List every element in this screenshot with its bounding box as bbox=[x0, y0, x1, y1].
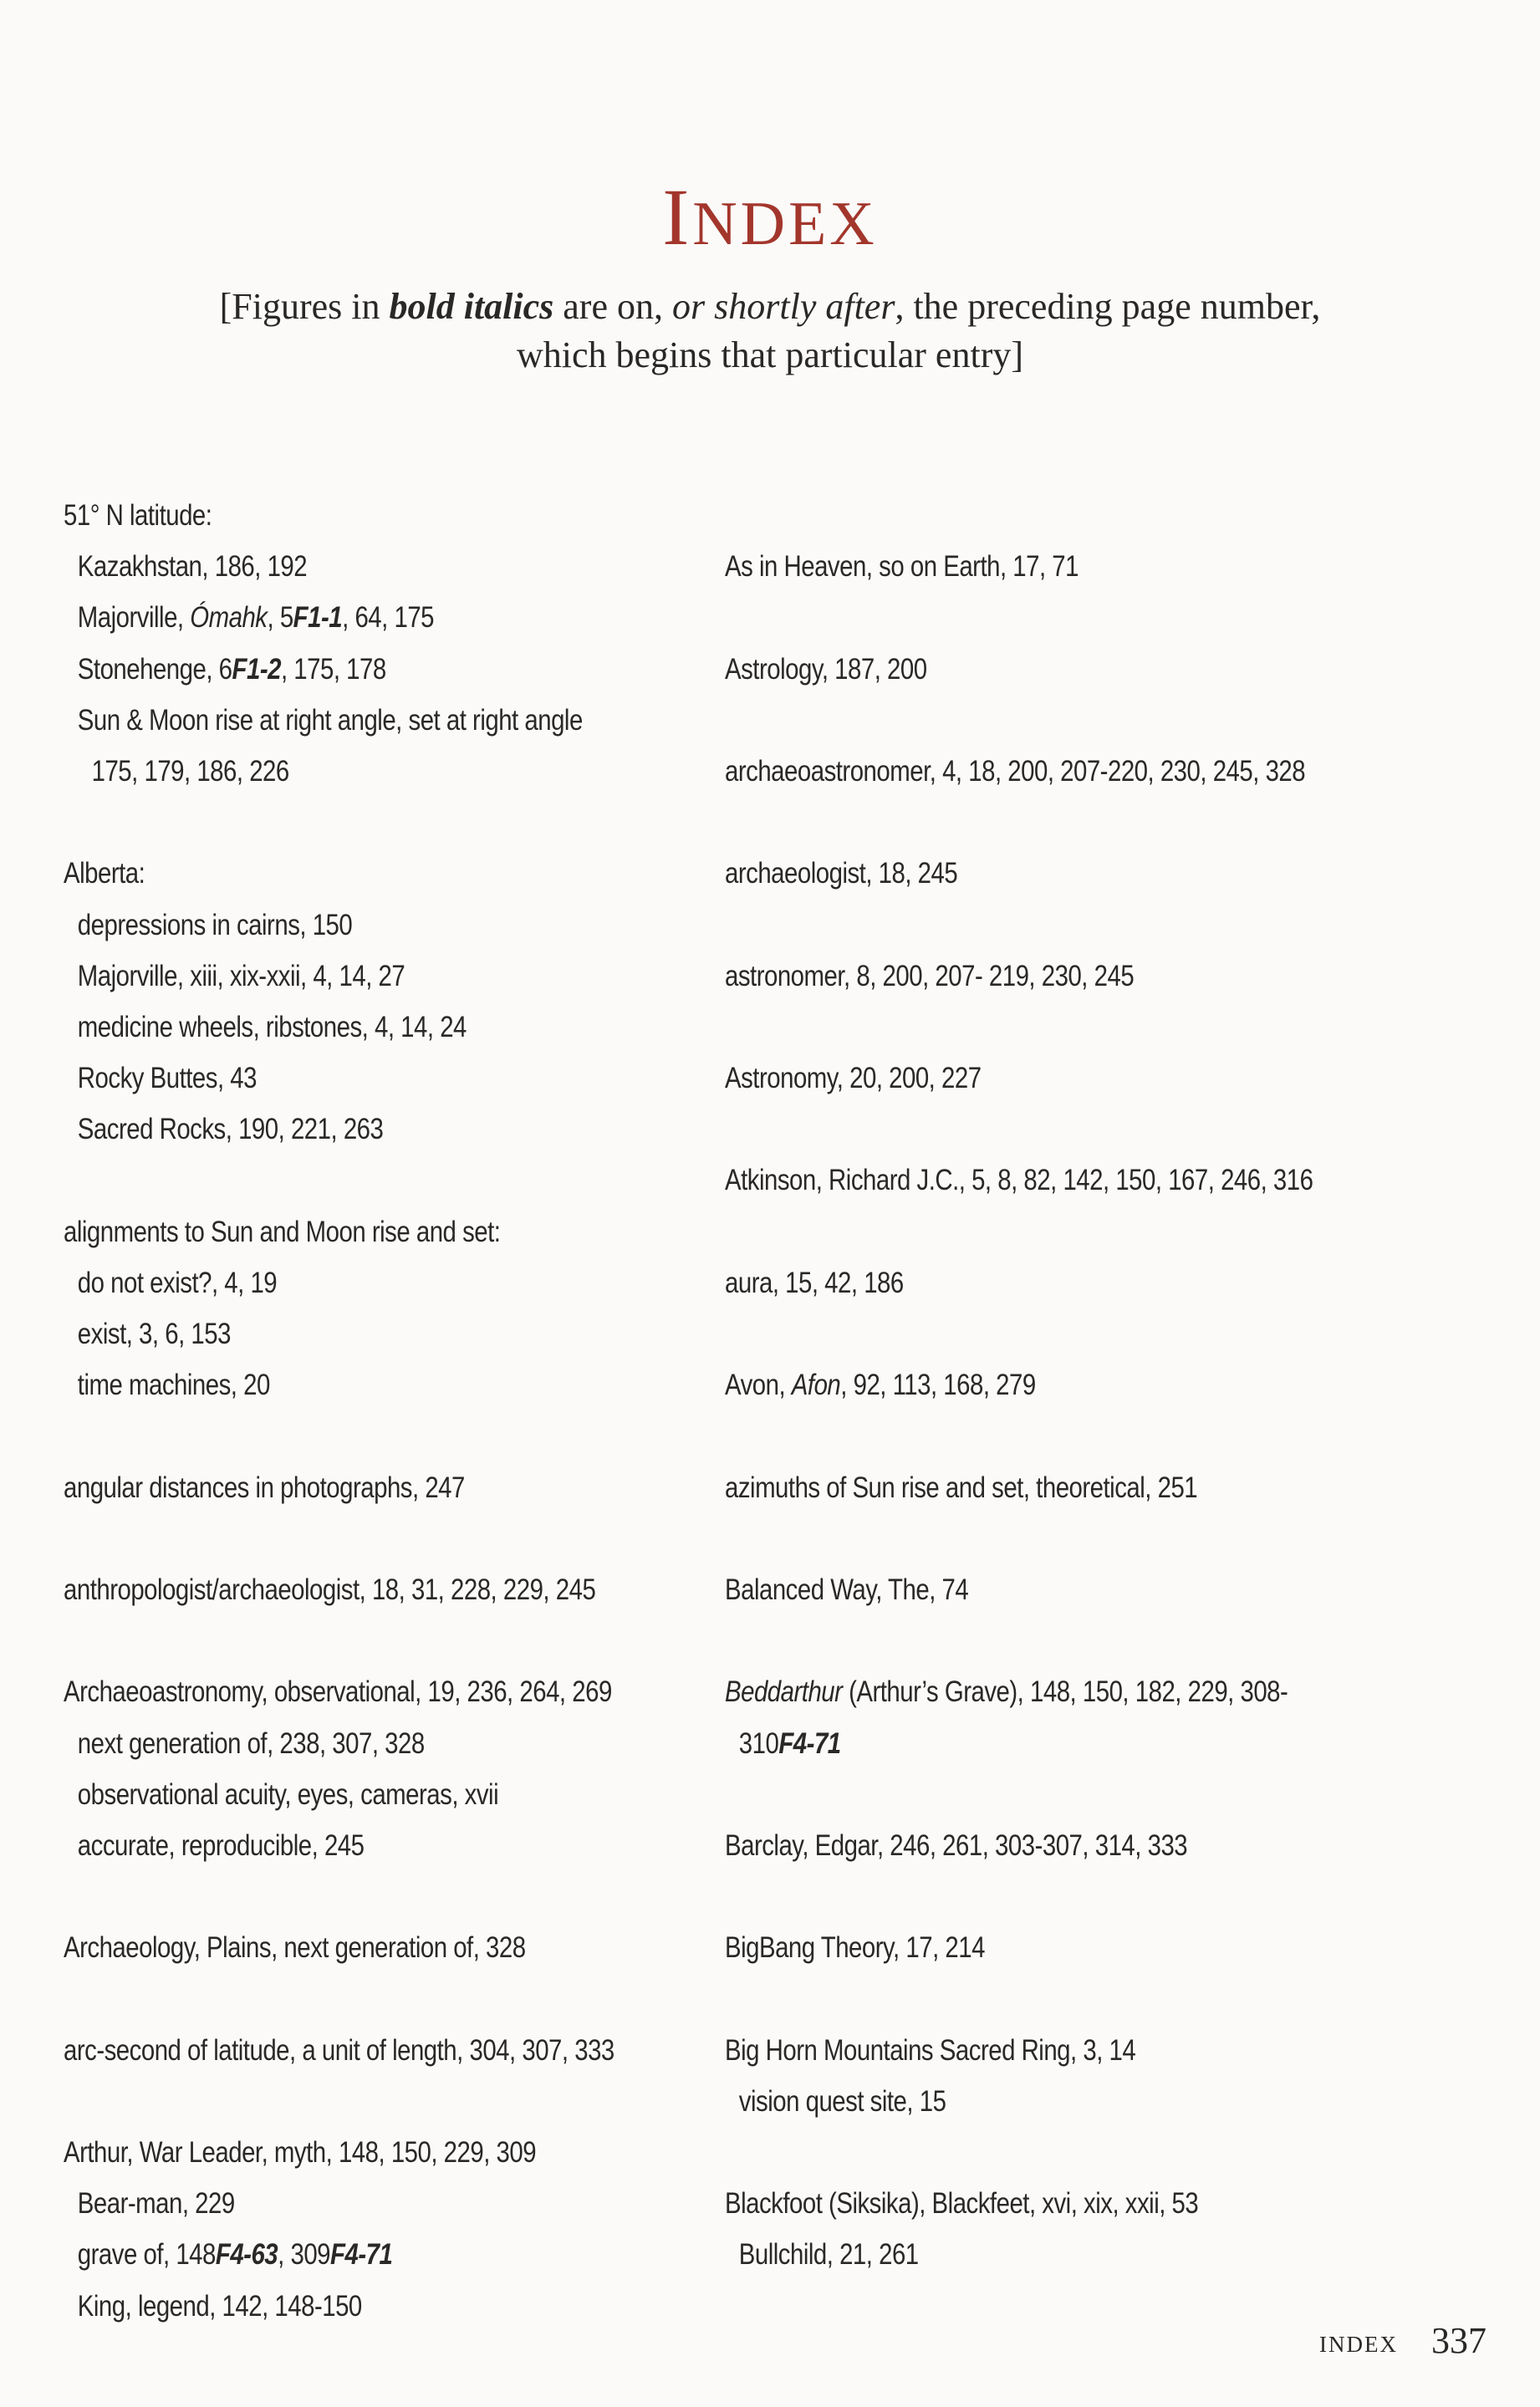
entry-text: , 175, 178 bbox=[280, 652, 386, 686]
index-subentry: time machines, 20 bbox=[77, 1369, 270, 1402]
note-line-2: which begins that particular entry] bbox=[516, 334, 1023, 375]
index-entry: astronomer, 8, 200, 207- 219, 230, 245 bbox=[725, 959, 1135, 992]
page-number: 337 bbox=[1431, 2320, 1486, 2361]
entry-text: grave of, 148 bbox=[77, 2238, 216, 2272]
page-title bbox=[0, 172, 1540, 262]
entry-text: Majorville, bbox=[77, 601, 191, 635]
index-subentry bbox=[64, 2229, 625, 2280]
spacer bbox=[725, 1002, 1287, 1053]
index-subentry: next generation of, 238, 307, 328 bbox=[77, 1726, 425, 1760]
index-subentry: do not exist?, 4, 19 bbox=[77, 1266, 278, 1299]
index-subentry: vision quest site, 15 bbox=[738, 2084, 946, 2118]
spacer bbox=[64, 1155, 625, 1206]
entry-text: Avon, bbox=[725, 1369, 792, 1402]
index-subentry: Majorville, xiii, xix-xxii, 4, 14, 27 bbox=[77, 959, 405, 992]
index-entry: Blackfoot (Siksika), Blackfeet, xvi, xix, xxii, 53 bbox=[725, 2187, 1199, 2221]
entry-text: 310 bbox=[738, 1726, 779, 1760]
index-subentry: King, legend, 142, 148-150 bbox=[77, 2289, 362, 2323]
spacer bbox=[725, 1871, 1287, 1922]
index-entry: As in Heaven, so on Earth, 17, 71 bbox=[725, 550, 1079, 584]
index-subentry: medicine wheels, ribstones, 4, 14, 24 bbox=[77, 1010, 467, 1043]
spacer bbox=[725, 1410, 1287, 1461]
spacer bbox=[725, 1206, 1287, 1257]
spacer bbox=[725, 2127, 1287, 2178]
index-entry: archaeoastronomer, 4, 18, 200, 207-220, 230, 245, 328 bbox=[725, 754, 1306, 788]
index-subentry: Rocky Buttes, 43 bbox=[77, 1062, 257, 1095]
index-entry: Alberta: bbox=[64, 857, 145, 890]
running-footer: INDEX bbox=[1319, 2332, 1398, 2357]
spacer bbox=[725, 1615, 1287, 1666]
index-entry: Arthur, War Leader, myth, 148, 150, 229, 309 bbox=[64, 2136, 537, 2169]
spacer bbox=[64, 1871, 625, 1922]
note-text: are on, bbox=[553, 286, 672, 327]
index-entry bbox=[725, 1359, 1287, 1410]
index-entry: archaeologist, 18, 245 bbox=[725, 857, 958, 890]
spacer bbox=[725, 797, 1287, 848]
spacer bbox=[725, 490, 1287, 541]
index-continuation bbox=[725, 1718, 1287, 1769]
spacer bbox=[64, 1513, 625, 1564]
figure-ref: F4-63 bbox=[215, 2238, 278, 2272]
entry-text: Stonehenge, 6 bbox=[77, 652, 232, 686]
index-subentry: accurate, reproducible, 245 bbox=[77, 1828, 365, 1862]
index-column-left bbox=[64, 490, 625, 2332]
title-rest: NDEX bbox=[692, 190, 878, 258]
spacer bbox=[64, 797, 625, 848]
note-text: [Figures in bbox=[219, 286, 390, 327]
entry-italic: Beddarthur bbox=[725, 1675, 843, 1709]
note-bold: bold italics bbox=[389, 286, 554, 327]
entry-italic: Ómahk bbox=[190, 601, 268, 635]
index-entry: Big Horn Mountains Sacred Ring, 3, 14 bbox=[725, 2033, 1136, 2067]
title-initial: I bbox=[662, 172, 693, 262]
index-entry: Atkinson, Richard J.C., 5, 8, 82, 142, 150, 167, 246, 316 bbox=[725, 1164, 1313, 1197]
spacer bbox=[725, 1973, 1287, 2024]
index-entry bbox=[725, 1666, 1287, 1717]
index-subentry bbox=[64, 592, 625, 643]
spacer bbox=[64, 2076, 625, 2127]
spacer bbox=[725, 1769, 1287, 1820]
index-entry: arc-second of latitude, a unit of length, 304, 307, 333 bbox=[64, 2033, 614, 2067]
index-subentry: Sun & Moon rise at right angle, set at right angle bbox=[77, 703, 583, 737]
spacer bbox=[725, 900, 1287, 951]
note-italic: or shortly after bbox=[672, 286, 895, 327]
index-subentry: Bullchild, 21, 261 bbox=[738, 2238, 919, 2272]
index-entry: Archaeoastronomy, observational, 19, 236, 264, 269 bbox=[64, 1675, 612, 1709]
entry-text: (Arthur’s Grave), 148, 150, 182, 229, 308- bbox=[842, 1675, 1288, 1709]
entry-italic: Afon bbox=[791, 1369, 841, 1402]
entry-text: , 309 bbox=[278, 2238, 331, 2272]
figure-ref: F1-2 bbox=[232, 652, 281, 686]
spacer bbox=[725, 1104, 1287, 1155]
figure-ref: F4-71 bbox=[330, 2238, 393, 2272]
index-subentry bbox=[64, 644, 625, 695]
index-subentry: Bear-man, 229 bbox=[77, 2187, 235, 2221]
index-column-right bbox=[725, 490, 1313, 2281]
index-entry: anthropologist/archaeologist, 18, 31, 228, 229, 245 bbox=[64, 1573, 596, 1606]
spacer bbox=[64, 1410, 625, 1461]
spacer bbox=[64, 1973, 625, 2024]
spacer bbox=[64, 1615, 625, 1666]
entry-text: , 92, 113, 168, 279 bbox=[840, 1369, 1036, 1402]
index-subentry: depressions in cairns, 150 bbox=[77, 908, 353, 941]
figure-ref: F1-1 bbox=[293, 601, 343, 635]
index-entry: BigBang Theory, 17, 214 bbox=[725, 1931, 985, 1965]
index-entry: Barclay, Edgar, 246, 261, 303-307, 314, 333 bbox=[725, 1828, 1188, 1862]
index-subentry: observational acuity, eyes, cameras, xvii bbox=[77, 1777, 499, 1811]
spacer bbox=[725, 695, 1287, 746]
index-entry: aura, 15, 42, 186 bbox=[725, 1266, 904, 1299]
index-entry: angular distances in photographs, 247 bbox=[64, 1471, 465, 1504]
index-subentry: Kazakhstan, 186, 192 bbox=[77, 550, 308, 584]
index-continuation: 175, 179, 186, 226 bbox=[91, 754, 289, 788]
spacer bbox=[725, 592, 1287, 643]
figure-ref: F4-71 bbox=[778, 1726, 841, 1760]
note-text: , the preceding page number, bbox=[895, 286, 1321, 327]
spacer bbox=[725, 1513, 1287, 1564]
spacer bbox=[725, 1308, 1287, 1359]
index-entry: alignments to Sun and Moon rise and set: bbox=[64, 1215, 501, 1248]
entry-text: , 64, 175 bbox=[342, 601, 435, 635]
index-subentry: exist, 3, 6, 153 bbox=[77, 1318, 231, 1350]
index-subentry: Sacred Rocks, 190, 221, 263 bbox=[77, 1113, 384, 1146]
index-entry: Astronomy, 20, 200, 227 bbox=[725, 1062, 982, 1095]
note-line-1 bbox=[50, 283, 1490, 331]
index-note bbox=[50, 283, 1490, 380]
index-entry: 51° N latitude: bbox=[64, 499, 212, 532]
index-entry: azimuths of Sun rise and set, theoretical, 251 bbox=[725, 1471, 1198, 1504]
entry-text: , 5 bbox=[267, 601, 293, 635]
index-entry: Archaeology, Plains, next generation of, 328 bbox=[64, 1931, 526, 1965]
index-entry: Astrology, 187, 200 bbox=[725, 652, 927, 686]
index-entry: Balanced Way, The, 74 bbox=[725, 1573, 969, 1606]
